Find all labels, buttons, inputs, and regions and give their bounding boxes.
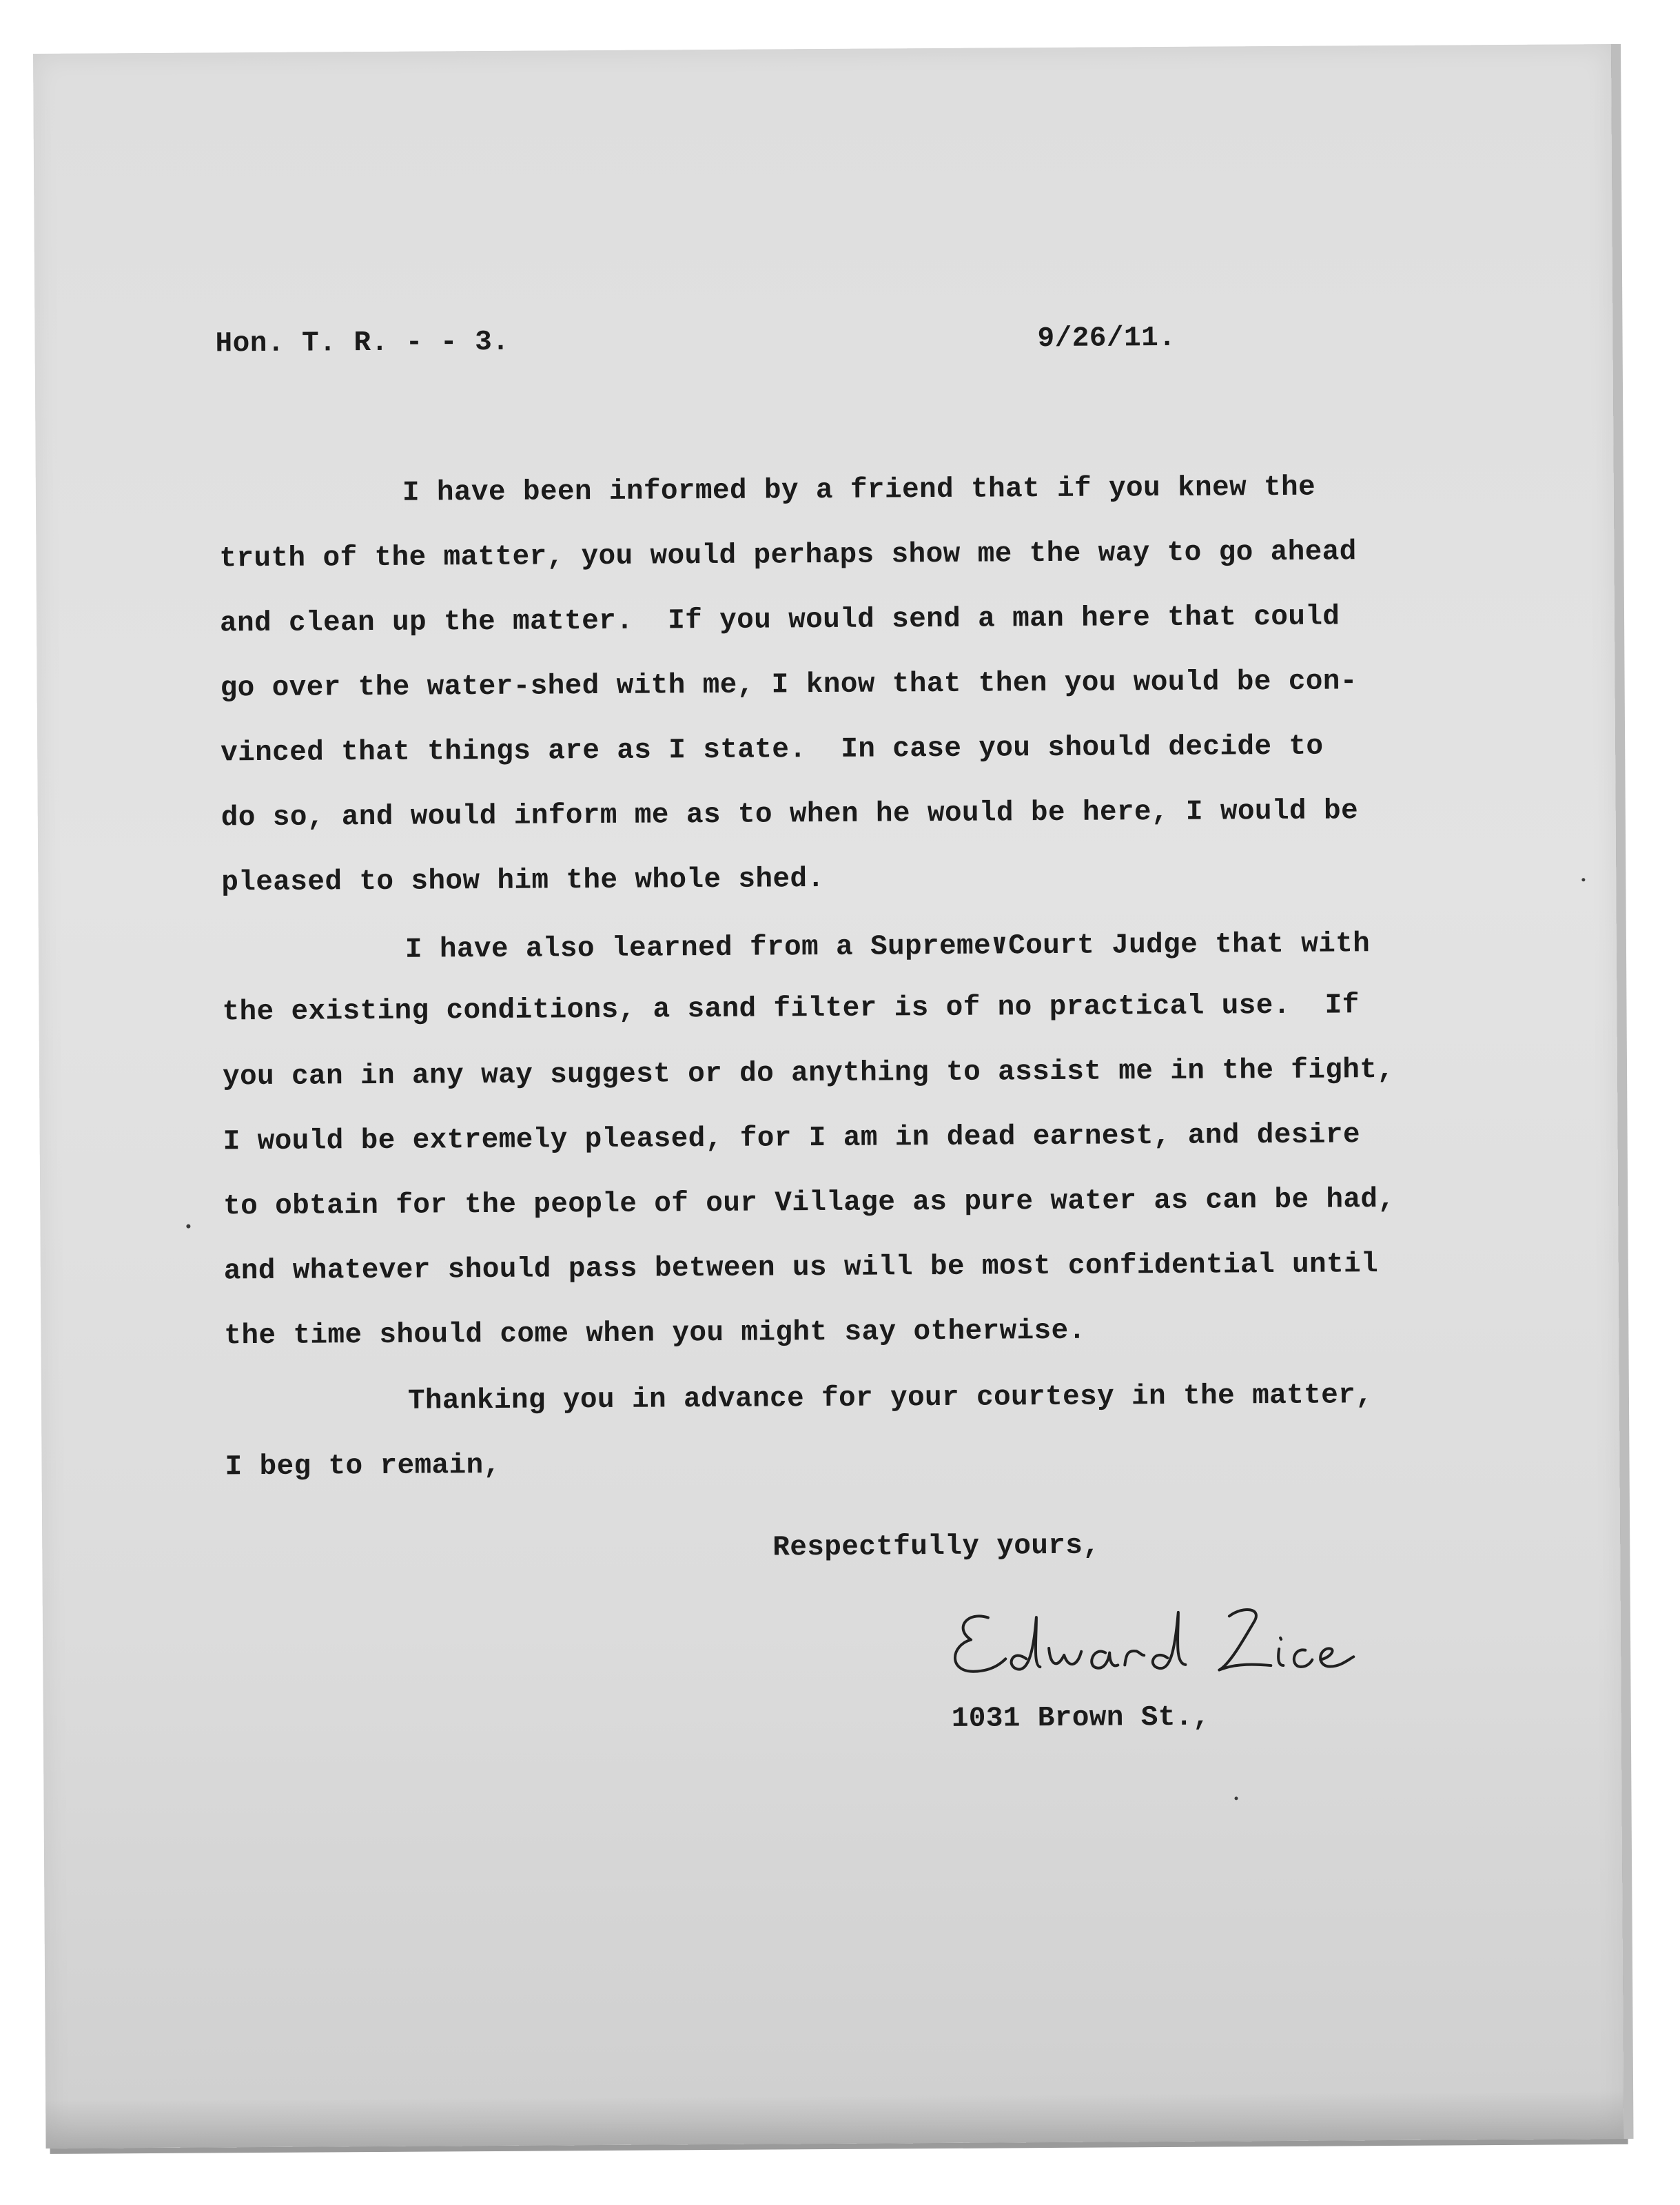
letter-reference: Hon. T. R. - - 3. [215,326,510,360]
body-line: to obtain for the people of our Village as pure water as can be had, [223,1183,1395,1223]
body-line: Thanking you in advance for your courtesy in the matter, [407,1380,1373,1417]
body-line: I have also learned from a Supreme∨Court Judge that with [404,928,1371,966]
letter-page [33,44,1624,2148]
handwritten-signature [940,1588,1382,1694]
body-line: vinced that things are as I state. In case you should decide to [221,730,1324,770]
body-line: the time should come when you might say otherwise. [224,1315,1086,1353]
body-line: go over the water-shed with me, I know that then you would be con- [220,666,1358,705]
page-edge [1611,44,1634,2139]
body-line: I have been informed by a friend that if you knew the [402,471,1316,509]
paper-speck [186,1224,190,1229]
body-line: do so, and would inform me as to when he would be here, I would be [221,795,1359,834]
body-line: pleased to show him the whole shed. [221,863,825,899]
body-line: truth of the matter, you would perhaps show me the way to go ahead [219,536,1357,575]
body-line: and whatever should pass between us will be most confidential until [223,1249,1379,1288]
paper-speck [1581,878,1585,881]
page-shadow [45,2091,1623,2148]
paper-speck [1234,1796,1238,1800]
closing-salutation: Respectfully yours, [772,1530,1100,1564]
sender-address: 1031 Brown St., [951,1701,1210,1735]
letter-date: 9/26/11. [1037,322,1176,356]
body-line: the existing conditions, a sand filter is of no practical use. If [222,989,1360,1029]
body-line: I beg to remain, [225,1449,501,1484]
body-line: you can in any way suggest or do anything to assist me in the fight, [222,1054,1395,1094]
body-line: and clean up the matter. If you would send a man here that could [219,601,1340,640]
body-line: I would be extremely pleased, for I am in dead earnest, and desire [223,1119,1361,1158]
